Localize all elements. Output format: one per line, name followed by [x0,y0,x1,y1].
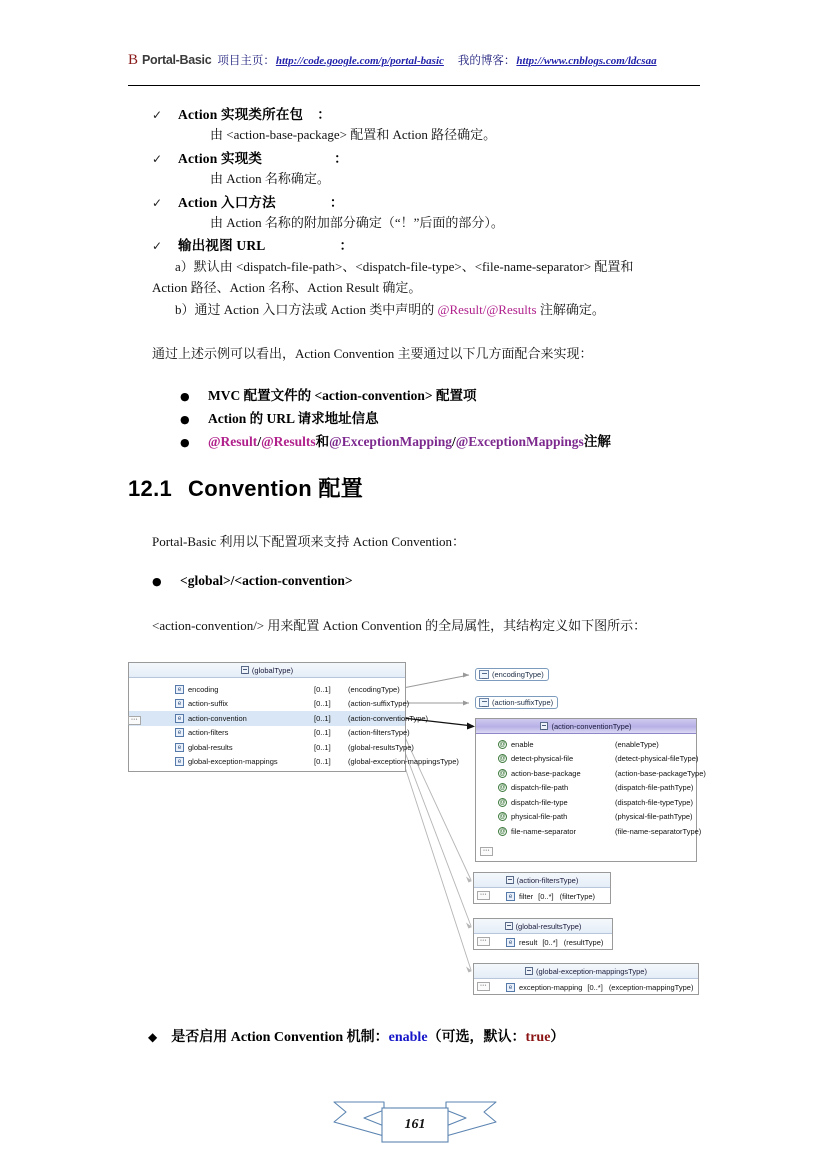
feature-bullet-2-text: Action 的 URL 请求地址信息 [208,411,379,426]
brand-name: Portal-Basic [142,53,212,67]
element-icon: e [175,699,184,708]
element-icon: e [506,983,515,992]
exceptionmappings-annotation: @ExceptionMappings [455,434,584,449]
globalresultstype-box [473,918,613,950]
row-type: (action-base-packageType) [615,768,706,778]
xsd-structure-diagram [125,658,705,1003]
element-icon: e [175,728,184,737]
annotation-conjunction: 和 [315,434,330,449]
attribute-group-icon [540,722,548,730]
section-title-text: Convention 配置 [188,476,364,501]
project-home-label: 项目主页： [217,55,275,67]
actionfilterstype-box-title [474,873,610,888]
sequence-icon [525,967,533,975]
attribute-icon: @ [499,770,506,777]
table-row[interactable] [129,697,410,712]
brand-initial-icon: B [128,52,139,68]
check-icon: ✓ [152,239,163,253]
checklist-item-3-label: Action 入口方法 [178,195,276,210]
row-cardinality: [0..1] [314,713,331,723]
checklist-item-4-label: 输出视图 URL [178,238,266,253]
row-name: enable [511,739,534,749]
row-type: (resultType) [563,937,604,947]
page-number: 161 [404,1117,426,1132]
row-type: (file-name-separatorType) [615,826,702,836]
attribute-icon: @ [499,828,506,835]
checklist-item-4 [152,234,353,254]
annotation-separator-2: / [451,434,456,449]
sequence-connector-stub: ••• [477,937,490,946]
table-row[interactable] [129,726,410,741]
element-icon: e [506,938,515,947]
globalexceptionmappingstype-box-title [474,964,698,979]
table-row[interactable] [476,781,696,796]
globaltype-title-text: (globalType) [251,665,294,675]
element-icon: e [506,892,515,901]
sequence-icon [506,876,514,884]
row-cardinality: [0..1] [314,728,331,738]
annotation-suffix: 注解 [583,434,611,449]
globaltype-box [128,662,459,772]
config-bullet [152,573,353,589]
blog-label: 我的博客： [457,55,516,67]
feature-bullet-2 [180,407,379,427]
feature-bullet-1 [180,384,477,404]
row-type: (enableType) [615,739,659,749]
check-icon: ✓ [152,108,163,122]
actionfilterstype-title-text: (action-filtersType) [516,875,579,885]
bullet-icon: ● [152,575,162,588]
checklist-item-1-label: Action 实现类所在包 [178,107,304,122]
checklist-item-3-colon: ： [329,195,344,210]
encodingtype-node-label: (encodingType) [492,670,544,679]
annotation-bullet [180,430,611,450]
enable-note-middle: （可选，默认： [427,1030,526,1045]
row-cardinality: [0..1] [314,699,331,709]
globalresultstype-title-text: (global-resultsType) [515,921,582,931]
bullet-icon: ● [180,413,190,426]
table-row[interactable] [476,824,702,839]
diamond-bullet-icon: ◆ [148,1030,158,1044]
attribute-icon: @ [499,756,506,763]
checklist-item-2 [152,147,348,167]
checklist-item-4-detail-b [175,299,605,318]
blog-link[interactable]: http://www.cnblogs.com/ldcsaa [516,55,657,67]
checklist-item-4-colon: ： [339,238,353,253]
section-number: 12.1 [128,476,173,501]
row-name: result [519,937,538,947]
bullet-icon: ● [180,390,190,403]
actionsuffixtype-node[interactable] [475,696,558,709]
checklist-item-4-detail-a-line2: Action 路径、Action 名称、Action Result 确定。 [152,280,422,295]
row-name: encoding [188,684,219,694]
table-row[interactable] [476,795,696,810]
row-type: (action-conventionType) [348,713,429,723]
enable-note-suffix: ） [550,1030,565,1045]
simple-type-icon [479,698,489,707]
row-name: action-base-package [511,768,581,778]
checklist-item-1-detail: 由 <action-base-package> 配置和 Action 路径确定。 [210,127,497,142]
row-name: dispatch-file-path [511,783,569,793]
feature-bullet-1-text: MVC 配置文件的 <action-convention> 配置项 [208,388,477,403]
actionconventiontype-box-title [476,719,696,734]
sequence-connector-stub: ••• [480,847,493,856]
attribute-icon: @ [499,799,506,806]
row-name: filter [519,891,534,901]
config-bullet-text: <global>/<action-convention> [180,573,353,588]
default-value: true [525,1030,551,1045]
actionconventiontype-title-text: (action-conventionType) [551,721,632,731]
row-type: (detect-physical-fileType) [615,754,699,764]
table-row[interactable] [476,752,699,767]
encodingtype-node[interactable] [475,668,549,681]
detail-b-prefix: b）通过 Action 入口方法或 Action 类中声明的 [175,302,438,317]
row-name: detect-physical-file [511,754,574,764]
simple-type-icon [479,670,489,679]
diagram-caption: <action-convention/> 用来配置 Action Convention 的全局属性，其结构定义如下图所示： [152,618,647,633]
attribute-icon: @ [499,814,506,821]
row-type: (dispatch-file-typeType) [615,797,693,807]
exceptionmapping-annotation: @ExceptionMapping [329,434,452,449]
row-name: file-name-separator [511,826,577,836]
row-name: exception-mapping [519,982,583,992]
actionconventiontype-box [475,718,706,862]
table-row[interactable] [129,740,414,755]
row-name: global-results [188,742,233,752]
actionfilterstype-box [473,872,611,904]
row-cardinality: [0..*] [542,937,558,947]
row-cardinality: [0..1] [314,684,331,694]
detail-b-suffix: 注解确定。 [536,302,605,317]
row-type: (exception-mappingType) [608,982,694,992]
row-name: action-suffix [188,699,228,709]
bullet-icon: ● [180,436,190,449]
attribute-icon: @ [499,741,506,748]
result-annotation: @Result/@Results [437,302,537,317]
table-row-selected[interactable] [129,711,429,726]
row-type: (dispatch-file-pathType) [615,783,694,793]
row-name: action-convention [188,713,247,723]
enable-note [148,1026,564,1046]
row-type: (action-filtersType) [348,728,410,738]
checklist-item-4-detail-a-line1: a）默认由 <dispatch-file-path>、<dispatch-file-type>、<file-name-separator> 配置和 [175,259,634,274]
row-type: (filterType) [559,891,596,901]
table-row[interactable] [474,934,612,950]
checklist-item-1 [152,103,331,123]
element-icon: e [175,743,184,752]
checklist-item-2-label: Action 实现类 [178,151,263,166]
globalexceptionmappingstype-box [473,963,699,995]
table-row[interactable] [476,766,706,781]
row-name: dispatch-file-type [511,797,568,807]
row-type: (physical-file-pathType) [615,812,693,822]
checklist-item-3-detail: 由 Action 名称的附加部分确定（“！”后面的部分）。 [210,215,504,230]
row-type: (action-suffixType) [348,699,410,709]
check-icon: ✓ [152,196,163,210]
sequence-connector-stub: ••• [477,891,490,900]
checklist-item-3 [152,191,343,211]
element-icon: e [175,757,184,766]
sequence-connector-stub: ••• [128,716,141,725]
project-home-link[interactable]: http://code.google.com/p/portal-basic [275,55,444,67]
globalexceptionmappingstype-title-text: (global-exception-mappingsType) [536,966,647,976]
section-heading [128,472,363,503]
globalresultstype-box-title [474,919,612,934]
table-row[interactable] [129,682,405,697]
checklist-item-2-detail: 由 Action 名称确定。 [210,171,330,186]
actionsuffixtype-node-label: (action-suffixType) [492,698,554,707]
intro-paragraph: 通过上述示例可以看出，Action Convention 主要通过以下几方面配合来实现： [152,346,593,361]
table-row[interactable] [476,810,696,825]
row-cardinality: [0..1] [314,757,331,767]
globaltype-box-title [129,663,405,678]
row-type: (encodingType) [348,684,400,694]
element-icon: e [175,714,184,723]
section-intro-paragraph: Portal-Basic 利用以下配置项来支持 Action Convention： [152,534,466,549]
attribute-icon: @ [499,785,506,792]
checklist-item-1-colon: ： [317,107,331,122]
results-annotation: @Results [261,434,316,449]
table-row[interactable] [474,979,698,995]
sequence-icon [505,922,513,930]
row-cardinality: [0..1] [314,742,331,752]
result-annotation: @Result [208,434,258,449]
enable-keyword: enable [388,1030,428,1045]
table-row[interactable] [474,888,610,904]
checklist-item-2-colon: ： [334,151,348,166]
row-cardinality: [0..*] [538,891,554,901]
check-icon: ✓ [152,152,163,166]
row-type: (global-exception-mappingsType) [348,757,459,767]
header-divider [128,85,700,86]
page-footer [330,1096,500,1154]
element-icon: e [175,685,184,694]
page-header [128,52,700,76]
enable-note-prefix: 是否启用 Action Convention 机制： [171,1030,389,1045]
sequence-icon [241,666,249,674]
table-row[interactable] [129,755,459,770]
table-row[interactable] [476,737,696,752]
row-name: physical-file-path [511,812,568,822]
annotation-separator-1: / [257,434,262,449]
row-name: action-filters [188,728,229,738]
row-type: (global-resultsType) [348,742,414,752]
row-name: global-exception-mappings [188,757,278,767]
sequence-connector-stub: ••• [477,982,490,991]
row-cardinality: [0..*] [587,982,603,992]
